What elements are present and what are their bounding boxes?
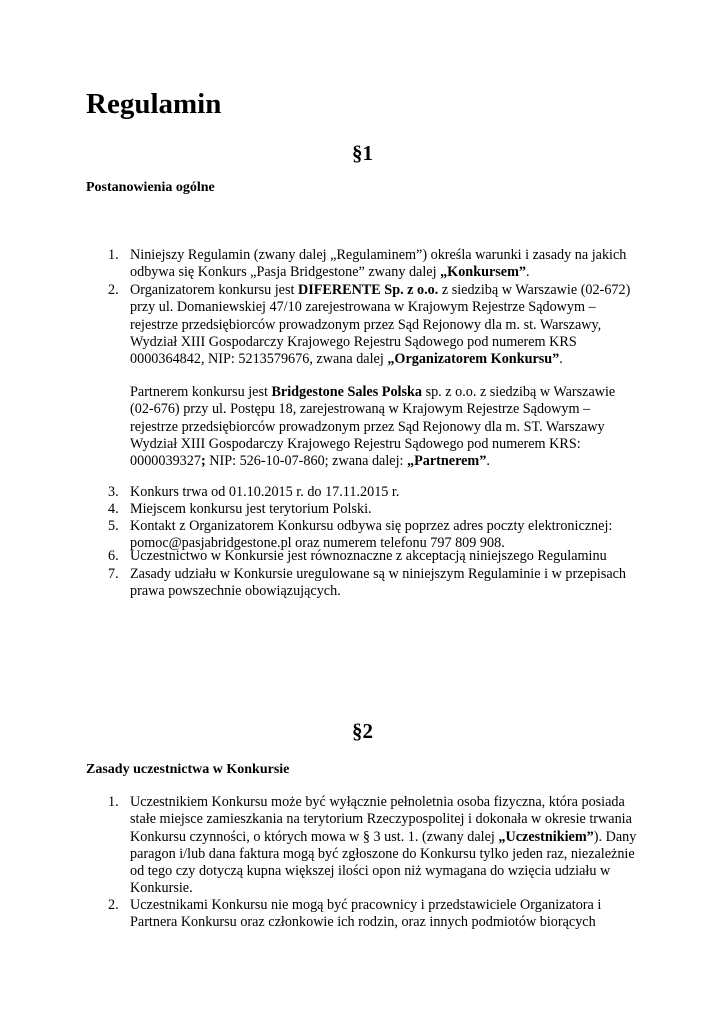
item-number: 1. <box>108 247 119 263</box>
list-item <box>108 247 638 282</box>
list-item <box>108 897 638 932</box>
section-2-heading: §2 <box>352 719 373 743</box>
item-number: 5. <box>108 518 119 534</box>
document-title: Regulamin <box>86 88 222 120</box>
item-number: 2. <box>108 282 119 298</box>
section-2-subheading: Zasady uczestnictwa w Konkursie <box>86 762 290 777</box>
item-text: Uczestnictwo w Konkursie jest równoznaczne z akceptacją niniejszego Regulaminu <box>130 548 607 564</box>
list-item <box>108 794 638 898</box>
partner-paragraph: Partnerem konkursu jest Bridgestone Sales Polska sp. z o.o. z siedzibą w Warszawie (02-676) przy ul. Postępu 18, zarejestrowaną w Krajowym Rejestrze Sądowym – rejestrze przedsiębiorców prowadzonym przez Sąd Rejonowy dla m. ST. Warszawy Wydział XIII Gospodarczy Krajowego Rejestru Sądowego pod numerem KRS: 0000039327; NIP: 526-10-07-860; zwana dalej: „Partnerem”. <box>130 384 616 470</box>
item-number: 6. <box>108 548 119 564</box>
item-text: Niniejszy Regulamin (zwany dalej „Regulaminem”) określa warunki i zasady na jakich odbywa się Konkurs „Pasja Bridgestone” zwany dalej „Konkursem”. <box>130 247 627 281</box>
item-text: Kontakt z Organizatorem Konkursu odbywa się poprzez adres poczty elektronicznej: pomoc@pasjabridgestone.pl oraz numerem telefonu 797 809 908. <box>130 518 613 552</box>
item-number: 3. <box>108 484 119 500</box>
list-item <box>108 548 638 565</box>
item-number: 7. <box>108 566 119 582</box>
item-number: 1. <box>108 794 119 810</box>
item-text: Uczestnikiem Konkursu może być wyłącznie pełnoletnia osoba fizyczna, która posiada stałe miejsce zamieszkania na terytorium Rzeczypospolitej i dokonała w okresie trwania Konkursu czynności, o których mowa w § 3 ust. 1. (zwany dalej „Uczestnikiem”). Dany paragon i/lub dana faktura mogą być zgłoszone do Konkursu tylko jeden raz, niezależnie od tego czy dotyczą kupna większej ilości opon niż wymagana do wzięcia udziału w Konkursie. <box>130 794 637 897</box>
list-item <box>108 501 638 518</box>
item-text: Organizatorem konkursu jest DIFERENTE Sp. z o.o. z siedzibą w Warszawie (02-672) przy ul. Domaniewskiej 47/10 zarejestrowana w Krajowym Rejestrze Sądowym – rejestrze przedsiębiorców prowadzonym przez Sąd Rejonowy dla m. st. Warszawy, Wydział XIII Gospodarczy Krajowego Rejestru Sądowego pod numerem KRS 0000364842, NIP: 5213579676, zwana dalej „Organizatorem Konkursu”. <box>130 282 631 368</box>
list-item <box>108 282 638 368</box>
section-1-subheading: Postanowienia ogólne <box>86 180 215 195</box>
item-number: 4. <box>108 501 119 517</box>
item-text: Konkurs trwa od 01.10.2015 r. do 17.11.2015 r. <box>130 484 400 500</box>
item-text: Uczestnikami Konkursu nie mogą być pracownicy i przedstawiciele Organizatora i Partnera Konkursu oraz członkowie ich rodzin, oraz innych podmiotów biorących <box>130 897 602 931</box>
item-number: 2. <box>108 897 119 913</box>
item-text: Zasady udziału w Konkursie uregulowane są w niniejszym Regulaminie i w przepisach prawa powszechnie obowiązujących. <box>130 566 627 600</box>
list-item <box>108 566 638 601</box>
section-1-heading: §1 <box>352 141 373 165</box>
list-item <box>108 484 638 501</box>
item-text: Miejscem konkursu jest terytorium Polski. <box>130 501 372 517</box>
